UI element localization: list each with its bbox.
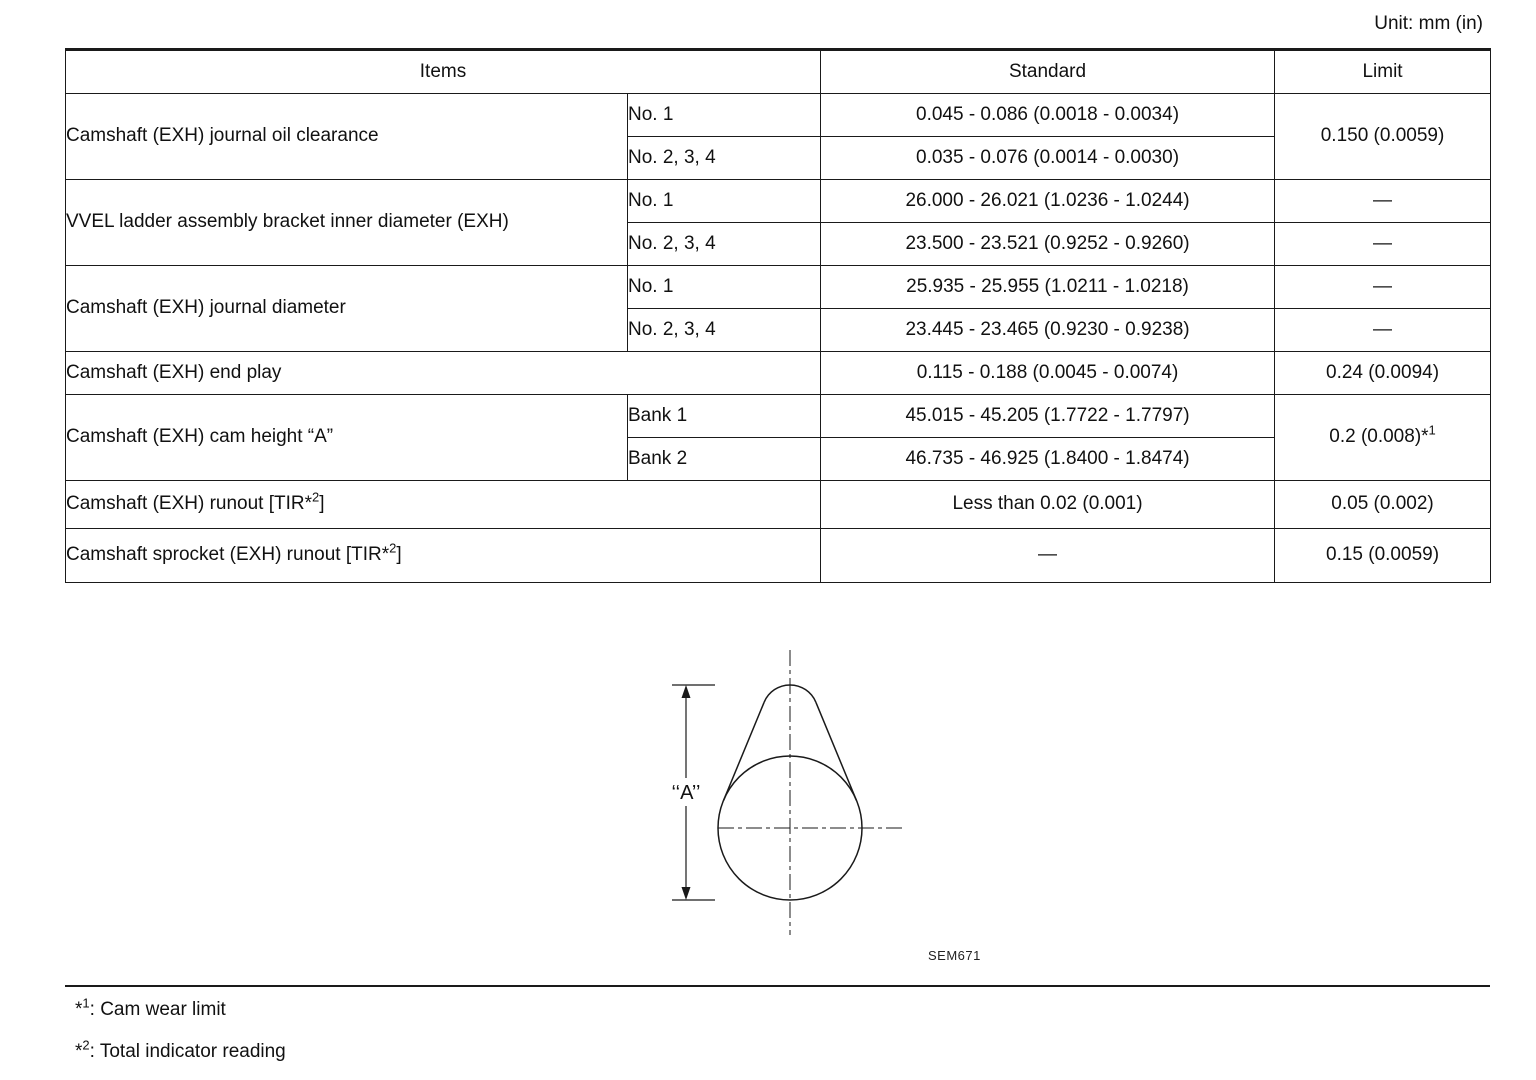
table-row <box>66 180 1491 223</box>
dimension-arrowhead-bottom <box>682 887 691 900</box>
dimension-arrowhead-top <box>682 685 691 698</box>
item-label: Camshaft sprocket (EXH) runout [TIR* <box>66 544 390 566</box>
item-label-suffix: ] <box>396 544 402 566</box>
table-row <box>66 266 1491 309</box>
sub-item-cell: Bank 1 <box>628 395 821 438</box>
footnote-ref-1: 1 <box>1428 422 1436 438</box>
footnote-sup: 1 <box>82 995 90 1011</box>
limit-cell: 0.24 (0.0094) <box>1275 352 1491 395</box>
table-row <box>66 529 1491 583</box>
standard-cell: 46.735 - 46.925 (1.8400 - 1.8474) <box>821 438 1275 481</box>
item-cell: VVEL ladder assembly bracket inner diameter (EXH) <box>66 180 628 266</box>
cam-height-diagram <box>600 645 1000 945</box>
footnote-sup: 2 <box>82 1037 90 1053</box>
limit-cell: — <box>1275 223 1491 266</box>
limit-cell <box>1275 395 1491 481</box>
table-row <box>66 352 1491 395</box>
sub-item-cell: No. 1 <box>628 266 821 309</box>
item-cell: Camshaft (EXH) cam height “A” <box>66 395 628 481</box>
item-label-suffix: ] <box>319 493 325 515</box>
limit-cell: 0.150 (0.0059) <box>1275 94 1491 180</box>
col-header-standard: Standard <box>821 50 1275 94</box>
item-cell <box>66 529 821 583</box>
standard-cell: 0.045 - 0.086 (0.0018 - 0.0034) <box>821 94 1275 137</box>
sub-item-cell: No. 2, 3, 4 <box>628 309 821 352</box>
sub-item-cell: No. 2, 3, 4 <box>628 223 821 266</box>
standard-cell: Less than 0.02 (0.001) <box>821 481 1275 529</box>
table-row <box>66 481 1491 529</box>
header-row <box>66 50 1491 94</box>
tangent-line-left <box>724 702 765 800</box>
standard-cell: 26.000 - 26.021 (1.0236 - 1.0244) <box>821 180 1275 223</box>
section-divider <box>65 985 1490 987</box>
unit-label: Unit: mm (in) <box>1374 13 1483 34</box>
item-cell: Camshaft (EXH) journal diameter <box>66 266 628 352</box>
footnote-ref-2: 2 <box>312 489 320 505</box>
item-cell: Camshaft (EXH) journal oil clearance <box>66 94 628 180</box>
footnote-marker: * <box>75 999 83 1020</box>
standard-cell: 45.015 - 45.205 (1.7722 - 1.7797) <box>821 395 1275 438</box>
item-label: Camshaft (EXH) runout [TIR* <box>66 493 313 515</box>
sub-item-cell: No. 2, 3, 4 <box>628 137 821 180</box>
footnote-2 <box>75 1037 286 1063</box>
figure-code: SEM671 <box>928 948 981 963</box>
limit-cell: 0.15 (0.0059) <box>1275 529 1491 583</box>
item-cell: Camshaft (EXH) end play <box>66 352 821 395</box>
sub-item-cell: No. 1 <box>628 94 821 137</box>
sub-item-cell: No. 1 <box>628 180 821 223</box>
limit-cell: 0.05 (0.002) <box>1275 481 1491 529</box>
item-cell <box>66 481 821 529</box>
limit-cell: — <box>1275 309 1491 352</box>
standard-cell: 23.445 - 23.465 (0.9230 - 0.9238) <box>821 309 1275 352</box>
standard-cell: 25.935 - 25.955 (1.0211 - 1.0218) <box>821 266 1275 309</box>
footnote-text: : Total indicator reading <box>89 1041 286 1062</box>
col-header-items: Items <box>66 50 821 94</box>
footnote-1 <box>75 995 226 1021</box>
table-row <box>66 94 1491 137</box>
standard-cell: — <box>821 529 1275 583</box>
standard-cell: 0.115 - 0.188 (0.0045 - 0.0074) <box>821 352 1275 395</box>
limit-value: 0.2 (0.008)* <box>1329 426 1429 448</box>
spec-table <box>65 48 1491 583</box>
footnote-ref-2: 2 <box>389 540 397 556</box>
col-header-limit: Limit <box>1275 50 1491 94</box>
table-row <box>66 395 1491 438</box>
limit-cell: — <box>1275 180 1491 223</box>
spec-table-header <box>66 50 1491 94</box>
cam-lobe-figure <box>600 645 1000 945</box>
tangent-line-right <box>816 702 857 800</box>
limit-cell: — <box>1275 266 1491 309</box>
dimension-label: ‘‘A’’ <box>671 782 701 804</box>
standard-cell: 0.035 - 0.076 (0.0014 - 0.0030) <box>821 137 1275 180</box>
footnote-text: : Cam wear limit <box>89 999 226 1020</box>
sub-item-cell: Bank 2 <box>628 438 821 481</box>
standard-cell: 23.500 - 23.521 (0.9252 - 0.9260) <box>821 223 1275 266</box>
footnote-marker: * <box>75 1041 83 1062</box>
